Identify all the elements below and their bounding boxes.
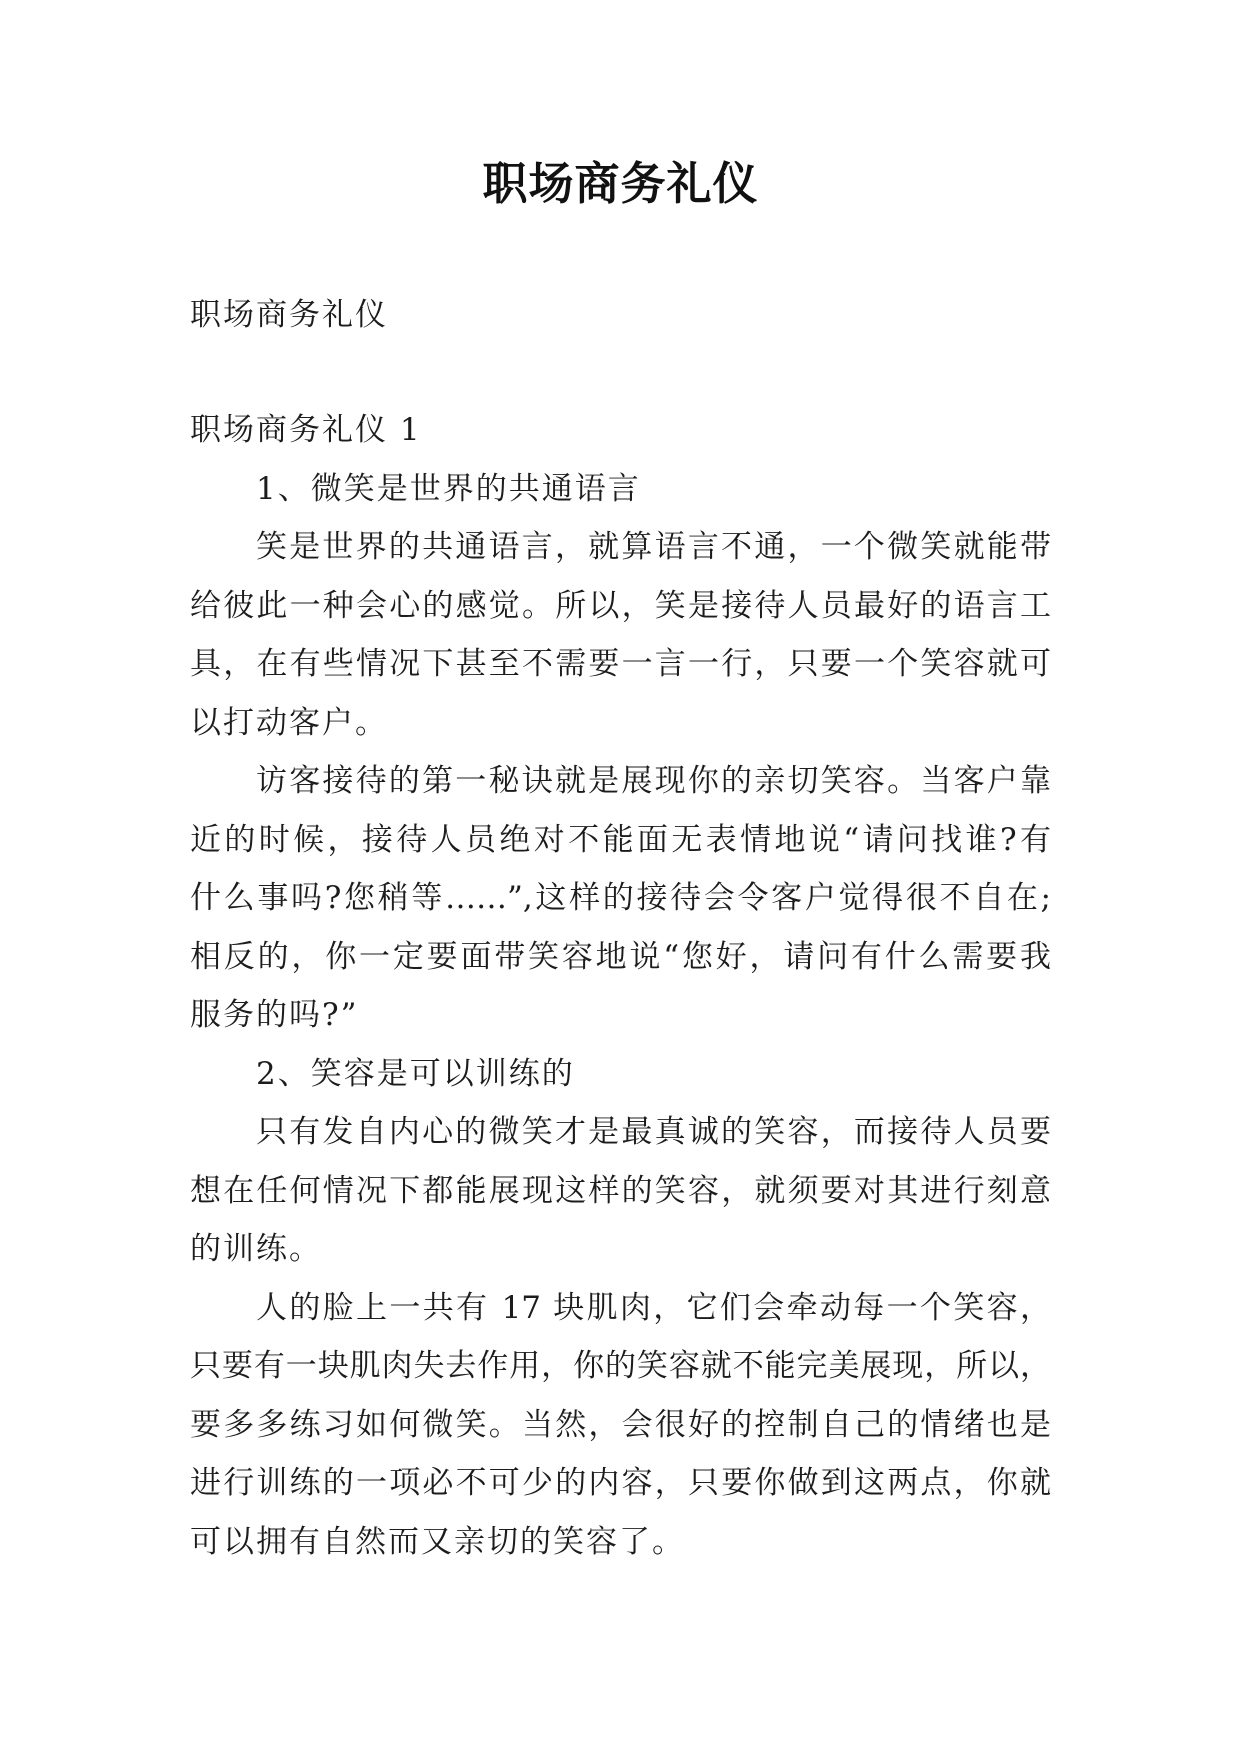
subheading: 1、微笑是世界的共通语言 [256,470,641,507]
paragraph [190,1279,1051,1572]
paragraph-line: 什么事吗?您稍等……”,这样的接待会令客户觉得很不自在; [190,880,1051,916]
document-title: 职场商务礼仪 [482,157,759,210]
paragraph-line: 只有发自内心的微笑才是最真诚的笑容，而接待人员要 [256,1114,1051,1150]
section [190,1045,1051,1572]
paragraph-line: 近的时候，接待人员绝对不能面无表情地说“请问找谁?有 [190,821,1051,858]
subheading: 2、笑容是可以训练的 [256,1055,575,1092]
paragraph-line: 人的脸上一共有 17 块肌肉，它们会牵动每一个笑容， [256,1289,1051,1326]
paragraph-line: 相反的，你一定要面带笑容地说“您好，请问有什么需要我 [190,938,1051,975]
paragraph-line: 的训练。 [190,1231,322,1267]
paragraph-line: 具，在有些情况下甚至不需要一言一行，只要一个笑容就可 [190,646,1051,682]
paragraph-line: 要多多练习如何微笑。当然，会很好的控制自己的情绪也是 [190,1406,1051,1443]
paragraph [190,1103,1051,1279]
paragraph-line: 给彼此一种会心的感觉。所以，笑是接待人员最好的语言工 [190,587,1051,624]
document-body [190,401,1051,1571]
paragraph-line: 只要有一块肌肉失去作用，你的笑容就不能完美展现，所以， [190,1348,1051,1384]
paragraph-line: 访客接待的第一秘诀就是展现你的亲切笑容。当客户靠 [256,763,1051,799]
paragraph [190,752,1051,1045]
paragraph-line: 服务的吗?” [190,997,359,1033]
paragraph-line: 想在任何情况下都能展现这样的笑容，就须要对其进行刻意 [190,1172,1051,1209]
paragraph-line: 进行训练的一项必不可少的内容，只要你做到这两点，你就 [190,1465,1051,1501]
paragraph-line: 可以拥有自然而又亲切的笑容了。 [190,1523,685,1560]
section-heading: 职场商务礼仪 1 [190,412,422,448]
paragraph-line: 以打动客户。 [190,704,388,741]
paragraph [190,518,1051,752]
section [190,460,1051,1045]
document-subtitle: 职场商务礼仪 [190,297,388,333]
paragraph-line: 笑是世界的共通语言，就算语言不通，一个微笑就能带 [256,529,1051,565]
